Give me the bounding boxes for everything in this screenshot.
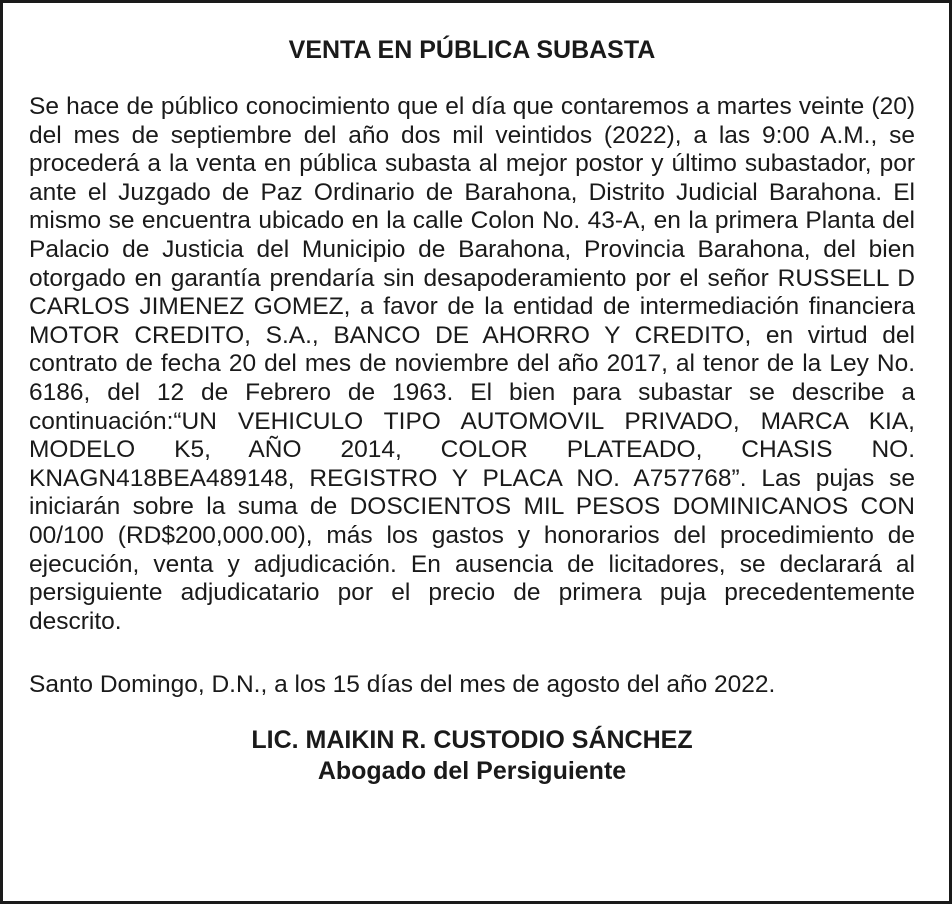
signature-block xyxy=(29,725,915,787)
notice-body: Se hace de público conocimiento que el día que contaremos a martes veinte (20) del mes de septiembre del año dos mil veintidos (2022), a las 9:00 A.M., se procederá a la venta en pública subasta al mejor postor y último subastador, por ante el Juzgado de Paz Ordinario de Barahona, Distrito Judicial Barahona. El mismo se encuentra ubicado en la calle Colon No. 43-A, en la primera Planta del Palacio de Justicia del Municipio de Barahona, Provincia Barahona, del bien otorgado en garantía prendaría sin desapoderamiento por el señor RUSSELL D CARLOS JIMENEZ GOMEZ, a favor de la entidad de intermediación financiera MOTOR CREDITO, S.A., BANCO DE AHORRO Y CREDITO, en virtud del contrato de fecha 20 del mes de noviembre del año 2017, al tenor de la Ley No. 6186, del 12 de Febrero de 1963. El bien para subastar se describe a continuación:“UN VEHICULO TIPO AUTOMOVIL PRIVADO, MARCA KIA, MODELO K5, AÑO 2014, COLOR PLATEADO, CHASIS NO. KNAGN418BEA489148, REGISTRO Y PLACA NO. A757768”. Las pujas se iniciarán sobre la suma de DOSCIENTOS MIL PESOS DOMINICANOS CON 00/100 (RD$200,000.00), más los gastos y honorarios del procedimiento de ejecución, venta y adjudicación. En ausencia de licitadores, se declarará al persiguiente adjudicatario por el precio de primera puja precedentemente descrito. xyxy=(29,93,915,635)
signer-name: LIC. MAIKIN R. CUSTODIO SÁNCHEZ xyxy=(251,726,693,755)
signer-role: Abogado del Persiguiente xyxy=(317,757,627,786)
place-and-date: Santo Domingo, D.N., a los 15 días del mes de agosto del año 2022. xyxy=(29,671,776,699)
notice-title: VENTA EN PÚBLICA SUBASTA xyxy=(288,36,656,64)
